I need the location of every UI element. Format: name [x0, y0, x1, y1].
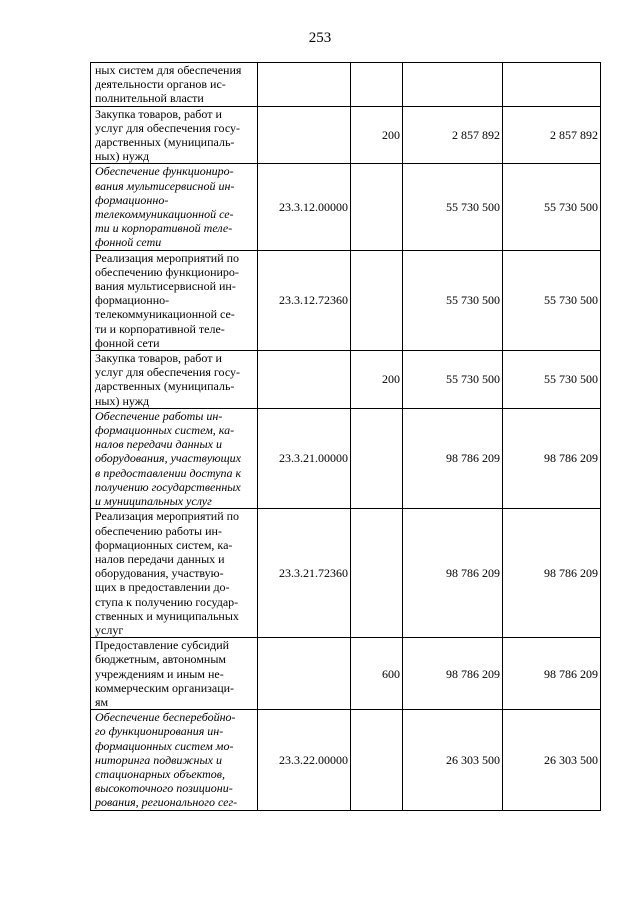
item-name-line: стационарных объектов,: [95, 766, 225, 781]
item-name-line: ственных и муниципальных: [95, 608, 239, 623]
item-name-line: ниторинга подвижных и: [95, 752, 222, 767]
budget-table: [90, 62, 601, 811]
amount-year-1-cell: 55 730 500: [403, 164, 503, 250]
amount-year-2-cell: 55 730 500: [503, 250, 601, 350]
item-name-cell: [91, 351, 258, 409]
amount-year-1-cell: 98 786 209: [403, 408, 503, 508]
item-name-line: ных) нужд: [95, 393, 150, 408]
page-number: 253: [308, 30, 332, 46]
item-name-line: бюджетным, автономным: [95, 652, 226, 667]
table-row: [91, 509, 601, 638]
expense-type-cell: 200: [351, 106, 403, 164]
amount-year-1-cell: 98 786 209: [403, 509, 503, 638]
item-name-line: вания мультисервисной ин-: [95, 279, 236, 294]
amount-year-2-cell: 55 730 500: [503, 164, 601, 250]
amount-year-2-cell: [503, 63, 601, 107]
table-row: [91, 638, 601, 710]
table-row: [91, 710, 601, 810]
item-name-line: ти и корпоративной теле-: [95, 321, 225, 336]
item-name-line: формационных систем, ка-: [95, 537, 233, 552]
amount-year-2-cell: 98 786 209: [503, 408, 601, 508]
item-name-line: оборудования, участвующих: [95, 451, 242, 466]
target-article-code-cell: 23.3.12.72360: [258, 250, 351, 350]
item-name-line: дарственных (муниципаль-: [95, 379, 235, 394]
amount-year-2-cell: 55 730 500: [503, 351, 601, 409]
table-row: [91, 63, 601, 107]
item-name-cell: [91, 408, 258, 508]
amount-year-1-cell: 98 786 209: [403, 638, 503, 710]
amount-year-2-cell: 98 786 209: [503, 638, 601, 710]
amount-year-1-cell: 2 857 892: [403, 106, 503, 164]
item-name-line: дарственных (муниципаль-: [95, 135, 235, 150]
table-row: [91, 351, 601, 409]
item-name-line: обеспечению работы ин-: [95, 523, 222, 538]
item-name-line: и муниципальных услуг: [95, 494, 212, 509]
item-name-line: телекоммуникационной се-: [95, 207, 234, 222]
amount-year-1-cell: 26 303 500: [403, 710, 503, 810]
table-row: [91, 106, 601, 164]
item-name-line: услуг для обеспечения госу-: [95, 120, 241, 135]
item-name-line: формационно-: [95, 293, 170, 308]
item-name-line: формационно-: [95, 192, 169, 207]
item-name-line: Обеспечение работы ин-: [95, 408, 223, 423]
amount-year-1-cell: 55 730 500: [403, 250, 503, 350]
item-name-line: фонной сети: [95, 335, 160, 350]
item-name-cell: [91, 638, 258, 710]
target-article-code-cell: 23.3.12.00000: [258, 164, 351, 250]
item-name-line: формационных систем, ка-: [95, 423, 235, 438]
item-name-line: ных систем для обеспечения: [95, 63, 242, 77]
expense-type-cell: [351, 509, 403, 638]
amount-year-2-cell: 98 786 209: [503, 509, 601, 638]
item-name-line: фонной сети: [95, 235, 162, 250]
amount-year-2-cell: 2 857 892: [503, 106, 601, 164]
amount-year-2-cell: 26 303 500: [503, 710, 601, 810]
expense-type-cell: 600: [351, 638, 403, 710]
item-name-cell: [91, 63, 258, 107]
item-name-line: рования, регионального сег-: [95, 795, 238, 810]
item-name-cell: [91, 509, 258, 638]
item-name-line: Предоставление субсидий: [95, 638, 230, 653]
item-name-line: ти и корпоративной теле-: [95, 221, 233, 236]
item-name-line: ступа к получению государ-: [95, 594, 239, 609]
target-article-code-cell: [258, 638, 351, 710]
item-name-line: налов передачи данных и: [95, 551, 225, 566]
item-name-line: учреждениям и иным не-: [95, 666, 224, 681]
item-name-line: Реализация мероприятий по: [95, 509, 240, 524]
item-name-line: оборудования, участвую-: [95, 566, 224, 581]
amount-year-1-cell: 55 730 500: [403, 351, 503, 409]
item-name-line: формационных систем мо-: [95, 738, 234, 753]
item-name-line: ных) нужд: [95, 149, 150, 164]
item-name-line: услуг для обеспечения госу-: [95, 365, 241, 380]
expense-type-cell: [351, 63, 403, 107]
target-article-code-cell: [258, 106, 351, 164]
item-name-line: коммерческим организаци-: [95, 680, 235, 695]
expense-type-cell: 200: [351, 351, 403, 409]
expense-type-cell: [351, 408, 403, 508]
expense-type-cell: [351, 164, 403, 250]
table-row: [91, 250, 601, 350]
table-row: [91, 164, 601, 250]
item-name-line: в предоставлении доступа к: [95, 465, 242, 480]
item-name-line: го функционирования ин-: [95, 724, 224, 739]
item-name-line: налов передачи данных и: [95, 437, 222, 452]
item-name-line: высокоточного позициони-: [95, 781, 233, 796]
target-article-code-cell: 23.3.21.00000: [258, 408, 351, 508]
item-name-line: Закупка товаров, работ и: [95, 106, 222, 121]
item-name-line: обеспечению функциониро-: [95, 264, 239, 279]
amount-year-1-cell: [403, 63, 503, 107]
item-name-cell: [91, 106, 258, 164]
item-name-line: Реализация мероприятий по: [95, 250, 240, 265]
item-name-line: полнительной власти: [95, 91, 204, 106]
budget-table-body: [91, 63, 601, 811]
target-article-code-cell: [258, 63, 351, 107]
item-name-line: вания мультисервисной ин-: [95, 178, 235, 193]
item-name-line: Обеспечение бесперебойно-: [95, 710, 236, 725]
item-name-line: получению государственных: [95, 479, 241, 494]
item-name-line: Закупка товаров, работ и: [95, 351, 222, 366]
item-name-line: телекоммуникационной се-: [95, 307, 235, 322]
target-article-code-cell: 23.3.22.00000: [258, 710, 351, 810]
target-article-code-cell: [258, 351, 351, 409]
expense-type-cell: [351, 250, 403, 350]
item-name-line: ям: [95, 694, 109, 709]
item-name-line: деятельности органов ис-: [95, 77, 226, 92]
item-name-line: услуг: [95, 622, 124, 637]
item-name-cell: [91, 710, 258, 810]
item-name-cell: [91, 164, 258, 250]
item-name-line: щих в предоставлении до-: [95, 580, 230, 595]
target-article-code-cell: 23.3.21.72360: [258, 509, 351, 638]
item-name-cell: [91, 250, 258, 350]
expense-type-cell: [351, 710, 403, 810]
item-name-line: Обеспечение функциониро-: [95, 164, 234, 179]
table-row: [91, 408, 601, 508]
